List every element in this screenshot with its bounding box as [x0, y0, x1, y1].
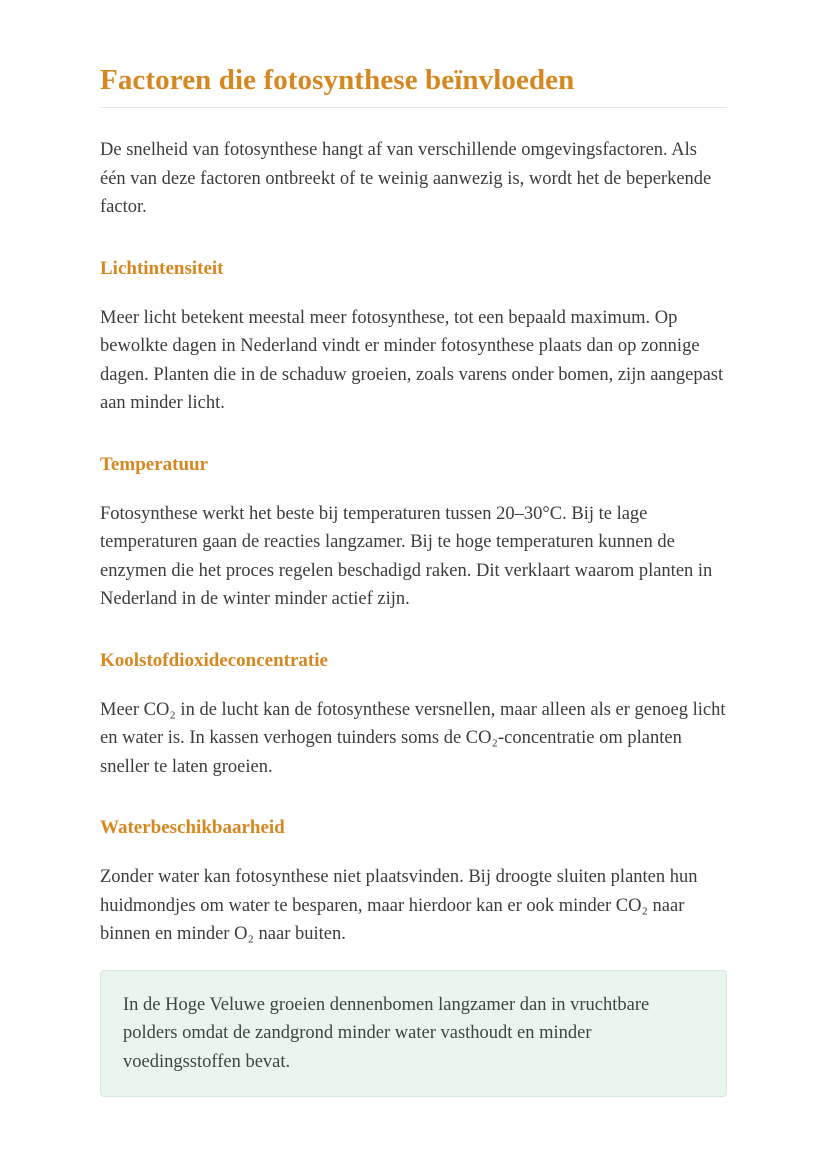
section-heading-temperatuur: Temperatuur: [100, 453, 209, 475]
section-heading-lichtintensiteit: Lichtintensiteit: [100, 257, 224, 279]
intro-paragraph: De snelheid van fotosynthese hangt af van verschillende omgevingsfactoren. Als één van deze factoren ontbreekt of te weinig aanwezig is, wordt het de beperkende factor.: [100, 140, 712, 217]
page-title: Factoren die fotosynthese beïnvloeden: [100, 62, 727, 108]
info-callout: [100, 970, 727, 1098]
section-body-koolstofdioxideconcentratie: Meer CO₂ in de lucht kan de fotosynthese versnellen, maar alleen als er genoeg licht en water is. In kassen verhogen tuinders soms de CO₂-concentratie om planten sneller te laten groeien.: [100, 699, 726, 777]
section-body-waterbeschikbaarheid: Zonder water kan fotosynthese niet plaatsvinden. Bij droogte sluiten planten hun huidmondjes om water te besparen, maar hierdoor kan er ook minder CO₂ naar binnen en minder O₂ naar buiten.: [100, 867, 698, 944]
section-body-temperatuur: Fotosynthese werkt het beste bij temperaturen tussen 20–30°C. Bij te lage temperaturen gaan de reacties langzamer. Bij te hoge temperaturen kunnen de enzymen die het proces regelen beschadigd raken. Dit verklaart waarom planten in Nederland in de winter minder actief zijn.: [100, 503, 713, 609]
info-callout-text: In de Hoge Veluwe groeien dennenbomen langzamer dan in vruchtbare polders omdat de zandgrond minder water vasthoudt en minder voedingsstoffen bevat.: [123, 994, 650, 1072]
section-waterbeschikbaarheid: [100, 816, 727, 949]
section-koolstofdioxideconcentratie: [100, 649, 727, 782]
section-heading-koolstofdioxideconcentratie: Koolstofdioxideconcentratie: [100, 649, 328, 671]
section-temperatuur: [100, 453, 727, 614]
section-body-lichtintensiteit: Meer licht betekent meestal meer fotosynthese, tot een bepaald maximum. Op bewolkte dagen in Nederland vindt er minder fotosynthese plaats dan op zonnige dagen. Planten die in de schaduw groeien, zoals varens onder bomen, zijn aangepast aan minder licht.: [100, 307, 724, 413]
section-lichtintensiteit: [100, 257, 727, 418]
section-heading-waterbeschikbaarheid: Waterbeschikbaarheid: [100, 817, 285, 838]
